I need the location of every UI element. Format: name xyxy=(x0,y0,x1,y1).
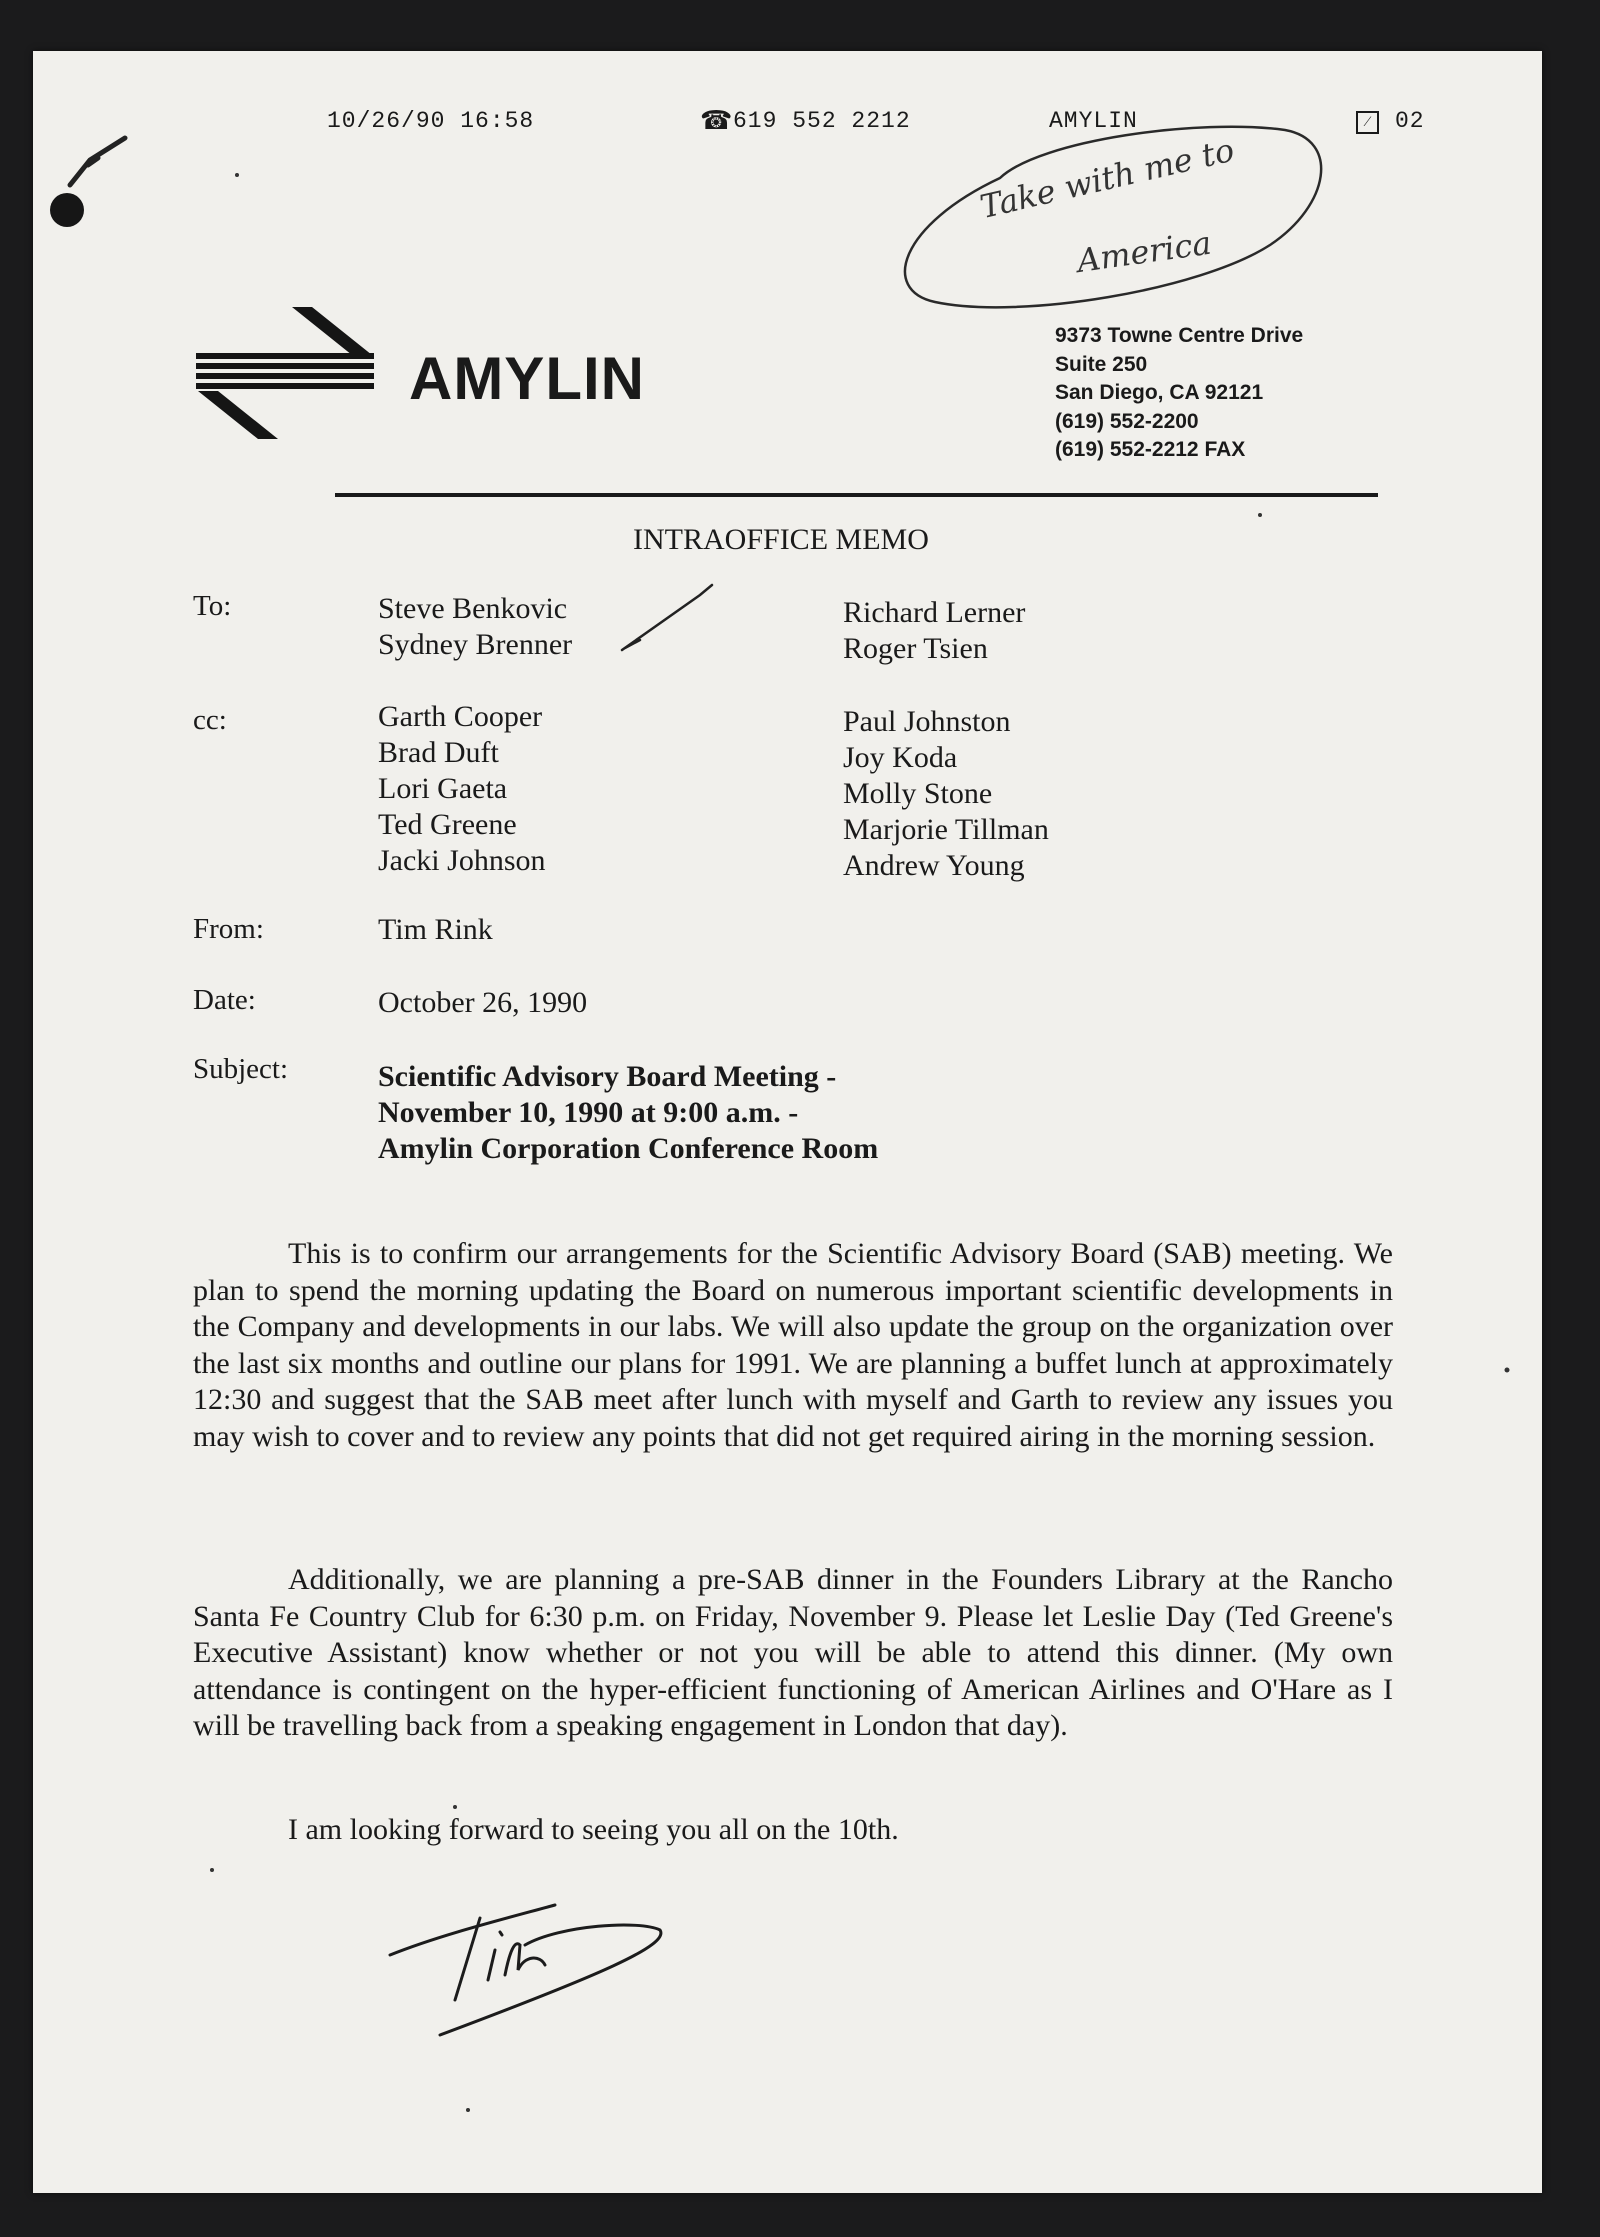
fax-page: 02 xyxy=(1395,108,1425,134)
fax-phone: 619 552 2212 xyxy=(733,108,911,134)
fax-datetime: 10/26/90 16:58 xyxy=(327,108,535,134)
subject-label: Subject: xyxy=(193,1053,289,1085)
pen-mark xyxy=(70,138,125,185)
memo-date: October 26, 1990 xyxy=(378,986,588,1019)
speck xyxy=(210,1868,214,1872)
cc-name: Ted Greene xyxy=(378,808,517,841)
note-ellipse xyxy=(905,127,1321,308)
subject-line: Scientific Advisory Board Meeting - xyxy=(378,1060,837,1093)
recipient-name: Roger Tsien xyxy=(843,632,988,665)
speck xyxy=(235,173,239,177)
address-line: San Diego, CA 92121 xyxy=(1055,381,1264,404)
recipient-name: Sydney Brenner xyxy=(378,628,573,661)
telephone-icon: ☎ xyxy=(700,106,733,135)
speck xyxy=(466,2108,470,2112)
subject-line: Amylin Corporation Conference Room xyxy=(378,1132,879,1165)
paragraph-text: Additionally, we are planning a pre-SAB dinner in the Founders Library at the Rancho Santa Fe Country Club for 6:30 p.m. on Friday, November 9. Please let Leslie Day (Ted Greene's Executive Assistant) know whether or not you will be able to attend this dinner. (My own attendance is contingent on the hyper-efficient functioning of American Airlines and O'Hare as I will be travelling back from a speaking engagement in London that day). xyxy=(193,1563,1393,1742)
cc-name: Marjorie Tillman xyxy=(843,813,1049,846)
company-logotype: AMYLIN xyxy=(409,345,645,412)
speck xyxy=(453,1805,457,1809)
recipient-name: Richard Lerner xyxy=(843,596,1026,629)
cc-name: Lori Gaeta xyxy=(378,772,508,805)
cc-label: cc: xyxy=(193,704,227,736)
handwritten-note-line1: Take with me to xyxy=(976,130,1238,226)
handwritten-note-line2: America xyxy=(1074,223,1214,280)
address-line: (619) 552-2212 FAX xyxy=(1055,438,1246,461)
page-box-icon: ⁄ xyxy=(1356,111,1379,134)
cc-name: Paul Johnston xyxy=(843,705,1011,738)
speck xyxy=(1505,1368,1510,1373)
address-line: Suite 250 xyxy=(1055,352,1148,376)
signature xyxy=(390,1905,661,2035)
fax-sender: AMYLIN xyxy=(1049,108,1138,134)
memo-title: INTRAOFFICE MEMO xyxy=(633,523,929,556)
paragraph-text: I am looking forward to seeing you all on the 10th. xyxy=(288,1813,899,1846)
from-name: Tim Rink xyxy=(378,913,493,946)
cc-name: Jacki Johnson xyxy=(378,844,546,877)
recipient-name: Steve Benkovic xyxy=(378,592,568,625)
cc-name: Andrew Young xyxy=(843,849,1025,882)
to-label: To: xyxy=(193,590,232,622)
address-line: (619) 552-2200 xyxy=(1055,409,1199,433)
cc-name: Garth Cooper xyxy=(378,700,543,733)
address-line: 9373 Towne Centre Drive xyxy=(1055,324,1304,347)
from-label: From: xyxy=(193,913,264,945)
subject-line: November 10, 1990 at 9:00 a.m. - xyxy=(378,1096,799,1129)
paragraph-text: This is to confirm our arrangements for the Scientific Advisory Board (SAB) meeting. We plan to spend the morning updating the Board on numerous important scientific developments in the Company and developments in our labs. We will also update the group on the organization over the last six months and outline our plans for 1991. We are planning a buffet lunch at approximately 12:30 and suggest that the SAB meet after lunch with myself and Garth to review any issues you may wish to cover and to review any points that did not get required airing in the morning session. xyxy=(193,1237,1393,1453)
speck xyxy=(1258,513,1262,517)
cc-name: Joy Koda xyxy=(843,741,958,774)
check-mark xyxy=(622,585,712,650)
date-label: Date: xyxy=(193,984,256,1016)
cc-name: Molly Stone xyxy=(843,777,993,810)
cc-name: Brad Duft xyxy=(378,736,499,769)
